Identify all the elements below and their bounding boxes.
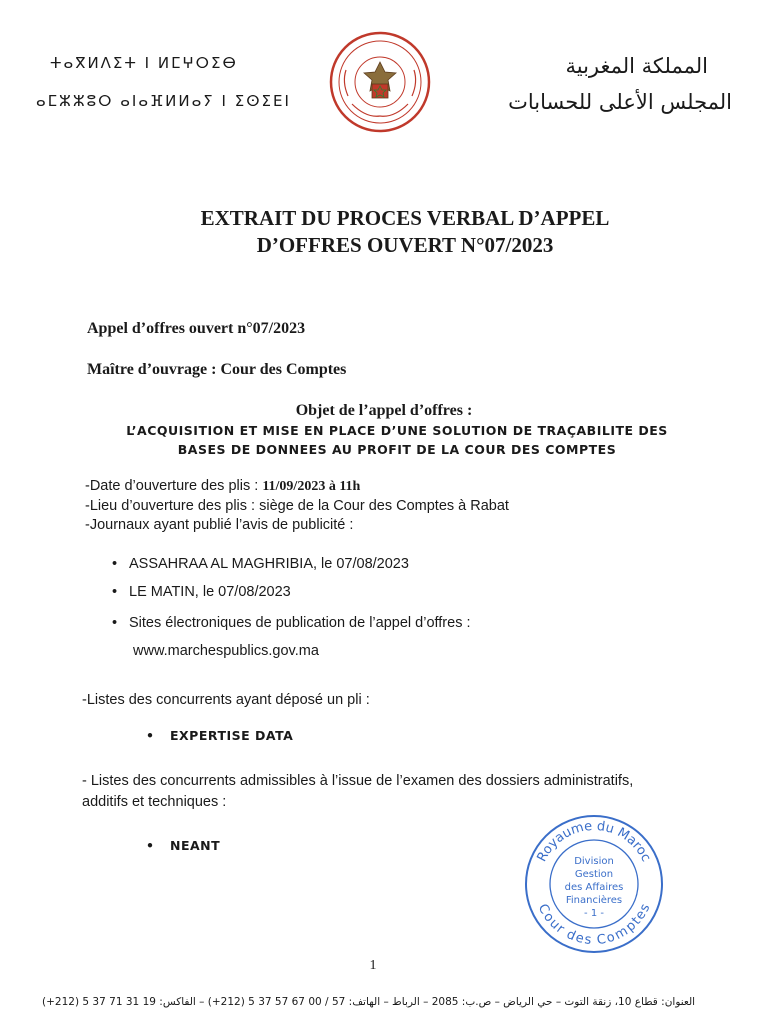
page-number: 1 xyxy=(369,958,377,973)
maitre-ouvrage: Maître d’ouvrage : Cour des Comptes xyxy=(87,361,347,378)
stamp-line3: des Affaires xyxy=(564,882,624,893)
stamp-line4: Financières xyxy=(565,895,623,906)
document-title-line2: D’OFFRES OUVERT N°07/2023 xyxy=(256,233,554,257)
journal-assahraa: ASSAHRAA AL MAGHRIBIA, le 07/08/2023 xyxy=(129,556,409,572)
journal-le-matin: LE MATIN, le 07/08/2023 xyxy=(129,584,291,600)
tifinagh-court-name: ⴰⵎⵣⵣⵓⵔ ⴰⵏⴰⴼⵍⵍⴰⵢ ⵏ ⵉⵙⵉⴹⵏ xyxy=(36,92,291,110)
list-item xyxy=(112,556,409,572)
sites-electroniques-label: Sites électroniques de publication de l’appel d’offres : xyxy=(129,615,471,631)
concurrent-expertise-data: EXPERTISE DATA xyxy=(170,728,294,743)
bullet-glyph: • xyxy=(112,615,118,631)
arabic-court-name: المجلس الأعلى للحسابات xyxy=(508,90,732,114)
court-emblem-seal xyxy=(328,30,432,134)
objet-line1: L’ACQUISITION ET MISE EN PLACE D’UNE SOLUTION DE TRAÇABILITE DES xyxy=(126,423,668,438)
lieu-ouverture: -Lieu d’ouverture des plis : siège de la Cour des Comptes à Rabat xyxy=(85,498,509,514)
objet-label: Objet de l’appel d’offres : xyxy=(295,402,473,419)
objet-line2: BASES DE DONNEES AU PROFIT DE LA COUR DES COMPTES xyxy=(177,442,617,457)
list-item xyxy=(112,584,291,600)
bullet-glyph: • xyxy=(112,584,118,600)
journaux-label: -Journaux ayant publié l’avis de publicité : xyxy=(85,517,354,533)
list-item xyxy=(112,615,471,631)
list-item xyxy=(146,838,220,853)
marches-publics-url: www.marchespublics.gov.ma xyxy=(133,643,319,659)
date-ouverture-label: -Date d’ouverture des plis : xyxy=(85,478,263,494)
concurrents-admissibles-label-line1: - Listes des concurrents admissibles à l’issue de l’examen des dossiers administratifs, xyxy=(82,773,634,789)
date-ouverture-value: 11/09/2023 à 11h xyxy=(262,479,361,494)
concurrents-admissibles-label-line2: additifs et techniques : xyxy=(82,794,227,810)
list-item xyxy=(146,728,293,743)
stamp-line1: Division xyxy=(574,856,614,867)
stamp-line2: Gestion xyxy=(574,869,614,880)
objet-text xyxy=(0,421,768,459)
concurrents-deposes-label: -Listes des concurrents ayant déposé un pli : xyxy=(82,692,370,708)
division-stamp xyxy=(522,812,666,956)
bullet-glyph: • xyxy=(146,728,155,743)
arabic-country-name: المملكة المغربية xyxy=(565,54,708,78)
date-ouverture xyxy=(85,478,360,495)
footer-address: العنوان: قطاع 10، زنقة التوت – حي الرياض – ص.ب: 2085 – الرباط – الهاتف: 57 / 00 67 57 37 5 (212+) – الفاكس: 19 31 71 37 5 (212+) xyxy=(42,996,696,1008)
stamp-ring-top: Royaume du Maroc xyxy=(534,818,654,865)
tifinagh-country-name: ⵜⴰⴳⵍⴷⵉⵜ ⵏ ⵍⵎⵖⵔⵉⴱ xyxy=(50,54,238,72)
document-title-line1: EXTRAIT DU PROCES VERBAL D’APPEL xyxy=(200,206,610,230)
concurrent-neant: NEANT xyxy=(170,838,221,853)
appel-offres-number: Appel d’offres ouvert n°07/2023 xyxy=(87,320,306,337)
stamp-line5: - 1 - xyxy=(584,908,604,919)
bullet-glyph: • xyxy=(112,556,118,572)
bullet-glyph: • xyxy=(146,838,155,853)
stamp-ring-bottom: Cour des Comptes xyxy=(534,901,654,949)
